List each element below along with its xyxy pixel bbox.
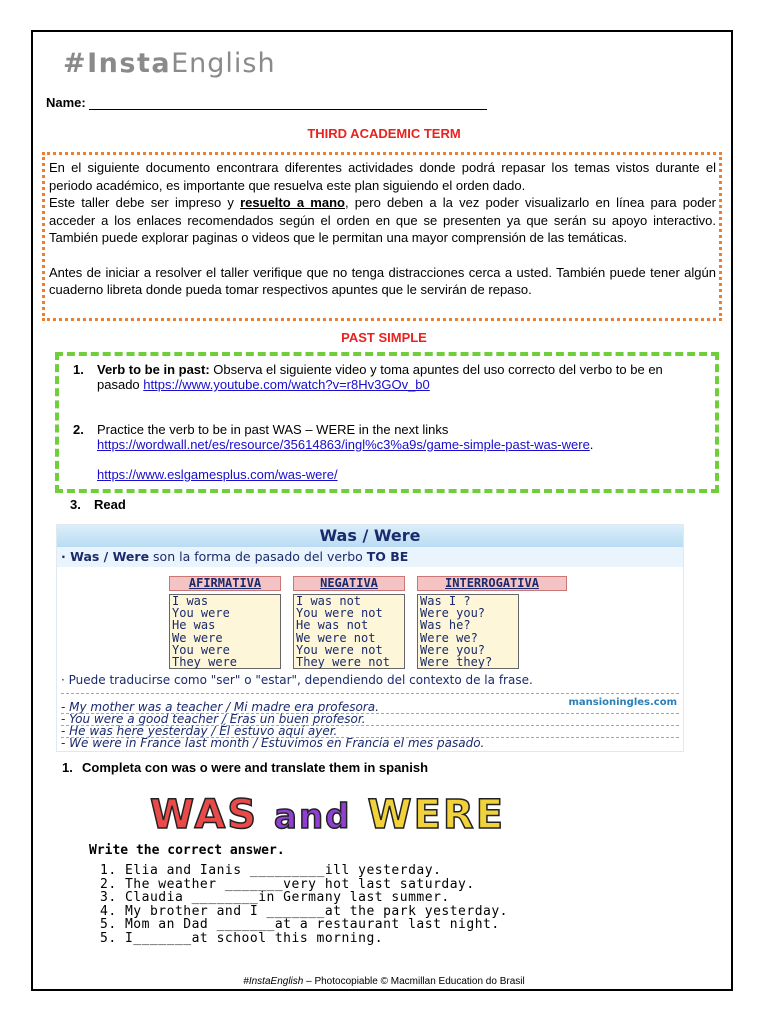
interrogativa-table: INTERROGATIVA Was I ? Were you? Was he? Were we? Were you? Were they?: [417, 576, 567, 669]
example-3: - He was here yesterday / Él estuvo aquí ayer.: [61, 724, 338, 738]
exercise-item: 2. The weather _______very hot last saturday.: [100, 876, 475, 892]
afirmativa-table: AFIRMATIVA I was You were He was We were You were They were: [169, 576, 281, 669]
example-1: - My mother was a teacher / Mi madre era profesora.: [61, 700, 379, 714]
intro-paragraph-3: Antes de iniciar a resolver el taller verifique que no tenga distracciones cerca a usted. También puede tener algún cuaderno libreta donde pueda tomar respectivos apuntes que le servirán de repaso.: [49, 264, 716, 297]
mansioningles-brand: mansioningles.com: [568, 697, 677, 708]
intro-box: [42, 152, 722, 321]
exercise-item: 1. Elia and Ianis _________ill yesterday.: [100, 864, 442, 878]
intro-paragraph-2: Este taller debe ser impreso y resuelto a mano, pero deben a la vez poder visualizarlo en línea para poder acceder a los enlaces recomendados según el orden en que se presenten ya que serán su apoyo interactivo. También puede explorar paginas o videos que le permitan una mayor comprensión de las temáticas.: [49, 195, 717, 245]
example-4: - We were in France last month / Estuvimos en Francia el mes pasado.: [61, 736, 485, 750]
links-box: [55, 352, 719, 493]
name-label: Name:: [46, 95, 86, 110]
wordwall-link[interactable]: https://wordwall.net/es/resource/35614863/ingl%c3%a9s/game-simple-past-was-were: [97, 437, 590, 452]
was-and-were-wordart: WAS and WERE: [150, 792, 506, 838]
item-practice: 2. Practice the verb to be in past WAS – WERE in the next links https://wordwall.net/es/resource/35614863/ingl%c3%a9s/game-simple-past-was-were. https://www.eslgamesplus.com/was-were/: [73, 422, 594, 482]
negativa-table: NEGATIVA I was not You were not He was not We were not You were not They were not: [293, 576, 405, 669]
exercise-item: 5. Mom an Dad _______at a restaurant last night.: [100, 917, 500, 933]
divider: [61, 693, 679, 694]
intro-paragraph-1: En el siguiente documento encontrara diferentes actividades donde podrá repasar los temas vistos durante el periodo académico, es importante que resuelva este plan siguiendo el orden dado.: [49, 160, 716, 193]
exercise-list: [100, 864, 660, 946]
eslgames-link[interactable]: https://www.eslgamesplus.com/was-were/: [97, 467, 338, 482]
write-title: Write the correct answer.: [89, 843, 285, 858]
name-field: [46, 95, 487, 110]
exercise-item: 5. I_______at school this morning.: [100, 930, 384, 946]
grammar-note: · Puede traducirse como "ser" o "estar", dependiendo del contexto de la frase.: [61, 673, 533, 687]
grammar-title: Was / Were: [57, 525, 683, 547]
was-were-grammar-image: [56, 524, 684, 752]
item-verb-to-be: 1. Verb to be in past: Observa el siguiente video y toma apuntes del uso correcto del verbo to be en pasado https://www.youtube.com/watch?v=r8Hv3GOv_b0: [73, 362, 663, 392]
grammar-subtitle: · Was / Were son la forma de pasado del verbo TO BE: [57, 547, 683, 567]
section-title: PAST SIMPLE: [341, 330, 427, 345]
exercise-item: 3. Claudia ________in Germany last summer.: [100, 890, 450, 906]
exercise-item: 4. My brother and I _______at the park yesterday.: [100, 903, 509, 919]
term-title: THIRD ACADEMIC TERM: [307, 126, 461, 141]
instaenglish-logo: #InstaEnglish: [63, 48, 276, 79]
example-2: - You were a good teacher / Eras un buen profesor.: [61, 712, 366, 726]
youtube-link[interactable]: https://www.youtube.com/watch?v=r8Hv3GOv_b0: [143, 377, 430, 392]
item-read: 3. Read: [70, 497, 126, 512]
footer: #InstaEnglish – Photocopiable © Macmillan Education do Brasil: [243, 976, 525, 987]
name-blank-line[interactable]: [89, 97, 487, 110]
complete-instruction: 1. Completa con was o were and translate them in spanish: [62, 760, 429, 775]
